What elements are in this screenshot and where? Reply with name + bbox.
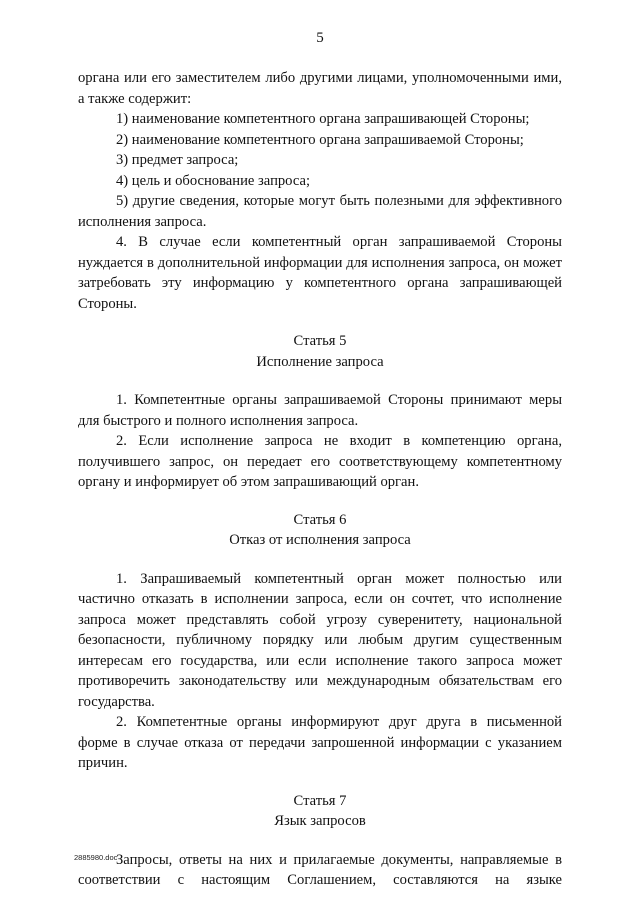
list-item: 5) другие сведения, которые могут быть полезными для эффективного исполнения запроса. xyxy=(78,193,562,230)
page-number: 5 xyxy=(316,30,324,46)
paragraph: Запросы, ответы на них и прилагаемые документы, направляемые в соответствии с настоящим Соглашением, составляются на языке xyxy=(78,851,562,888)
paragraph: 4. В случае если компетентный орган запрашиваемой Стороны нуждается в дополнительной информации для исполнения запроса, он может затребовать эту информацию у компетентного органа запрашивающей Стороны. xyxy=(78,234,562,312)
article-title: Язык запросов xyxy=(274,813,366,829)
article-heading xyxy=(78,510,562,551)
list-item: 3) предмет запроса; xyxy=(116,152,239,168)
article-number: Статья 6 xyxy=(293,511,347,528)
footer-filename: 2885980.doc xyxy=(74,853,118,862)
paragraph: органа или его заместителем либо другими лицами, уполномоченными ими, а также содержит: xyxy=(78,70,562,107)
paragraph: 1. Запрашиваемый компетентный орган может полностью или частично отказать в исполнении запроса, если он сочтет, что исполнение запроса может представлять собой угрозу суверенитету, национальной безопасности, публичному порядку или любым другим существенным интересам его государства, или если исполнение такого запроса может противоречить законодательству или международным обязательствам его государства. xyxy=(78,570,562,710)
article-title: Исполнение запроса xyxy=(256,353,384,370)
paragraph: 2. Если исполнение запроса не входит в компетенцию органа, получившего запрос, он передает его соответствующему компетентному органу и информирует об этом запрашивающий орган. xyxy=(78,433,562,490)
article-title: Отказ от исполнения запроса xyxy=(229,532,411,548)
article-number: Статья 7 xyxy=(293,792,347,809)
list-item: 2) наименование компетентного органа запрашиваемой Стороны; xyxy=(116,131,524,148)
list-item: 1) наименование компетентного органа запрашивающей Стороны; xyxy=(116,111,530,127)
article-number: Статья 5 xyxy=(293,333,347,349)
document-body xyxy=(78,68,562,891)
paragraph: 1. Компетентные органы запрашиваемой Стороны принимают меры для быстрого и полного исполнения запроса. xyxy=(78,392,562,429)
article-heading xyxy=(78,331,562,372)
paragraph: 2. Компетентные органы информируют друг друга в письменной форме в случае отказа от передачи запрошенной информации с указанием причин. xyxy=(78,714,562,771)
list-item: 4) цель и обоснование запроса; xyxy=(116,172,311,189)
article-heading xyxy=(78,791,562,832)
